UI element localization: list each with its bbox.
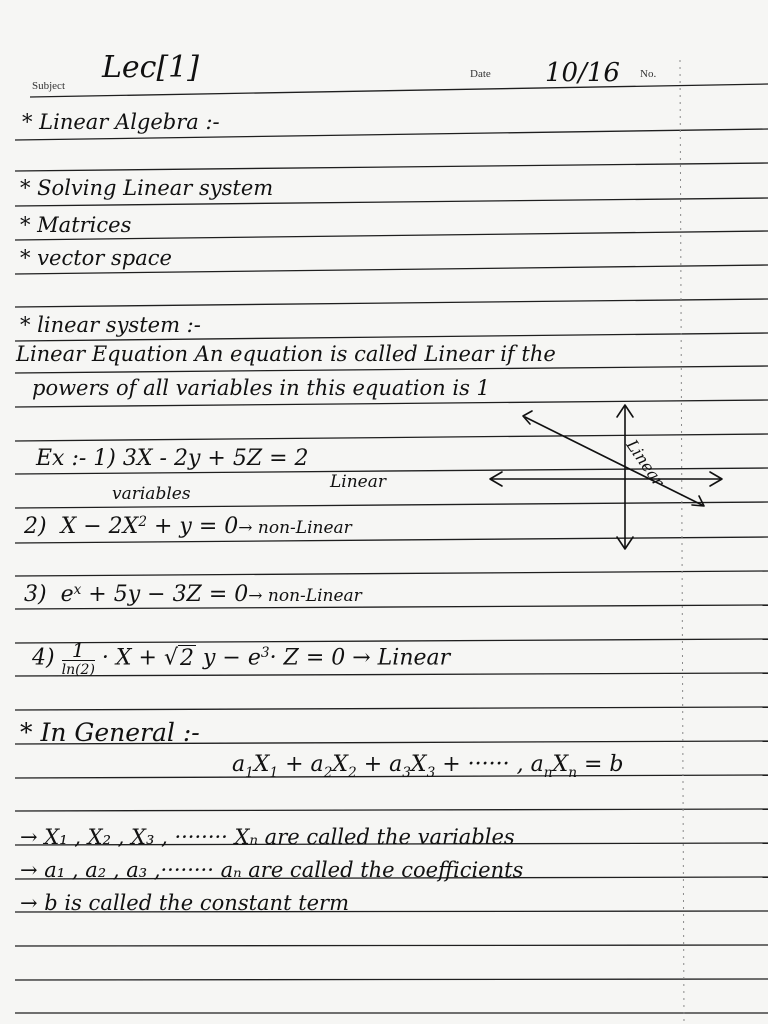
definition-line: Linear Equation An equation is called Linear if the: [16, 342, 556, 366]
example-4: 4) $\frac{1}{\ln(2)}$ · X + √2 $y - e^3\cdot Z = 0$ → Linear: [32, 638, 451, 678]
topic-item: * Matrices: [20, 213, 132, 237]
ex1-equation: 3X - 2y + 5Z = 2: [122, 446, 309, 471]
example-3: 3) $e^x + 5y - 3Z = 0\to$ non-Linear: [24, 581, 362, 607]
ex3-num: 3): [24, 582, 47, 607]
subject-label: Subject: [32, 80, 65, 92]
section-heading: * linear system :-: [20, 313, 201, 337]
date-label: Date: [470, 68, 491, 80]
diagram-label: Linear: [622, 436, 669, 491]
notes-title: * Linear Algebra :-: [22, 110, 220, 134]
example-2: 2) $X - 2X^2 + y = 0\to$ non-Linear: [24, 513, 352, 539]
general-equation: $a_1X_1 + a_2X_2 + a_3X_3$ + ······ , $a_nX_n = b$: [232, 752, 624, 782]
general-heading: * In General :-: [20, 718, 200, 747]
ex1-under: variables: [112, 484, 191, 504]
ex4-rest: = 0 → Linear: [305, 645, 451, 671]
ex2-arrow: → non-Linear: [238, 518, 352, 538]
bullet-variables: → X₁ , X₂ , X₃ , ········ Xₙ are called the variables: [20, 825, 515, 849]
bullet-coefficients: → a₁ , a₂ , a₃ ,········ aₙ are called the coefficients: [20, 858, 524, 882]
ex1-prefix: Ex :- 1): [36, 446, 116, 471]
ex2-num: 2): [24, 514, 47, 539]
ex4-num: 4): [32, 645, 55, 671]
bullet-constant: → b is called the constant term: [20, 891, 350, 915]
topic-item: * vector space: [20, 246, 172, 270]
definition-line: powers of all variables in this equation is 1: [32, 376, 490, 400]
no-label: No.: [640, 68, 657, 80]
lines-diagram: [480, 395, 730, 560]
ex3-arrow: → non-Linear: [248, 586, 362, 606]
topic-item: * Solving Linear system: [20, 176, 274, 200]
ex1-note: Linear: [330, 472, 386, 492]
fraction: $\frac{1}{\ln(2)}$: [61, 638, 95, 678]
subject-value: Lec[1]: [102, 50, 199, 85]
date-value: 10/16: [545, 58, 620, 88]
example-1: [36, 446, 309, 471]
